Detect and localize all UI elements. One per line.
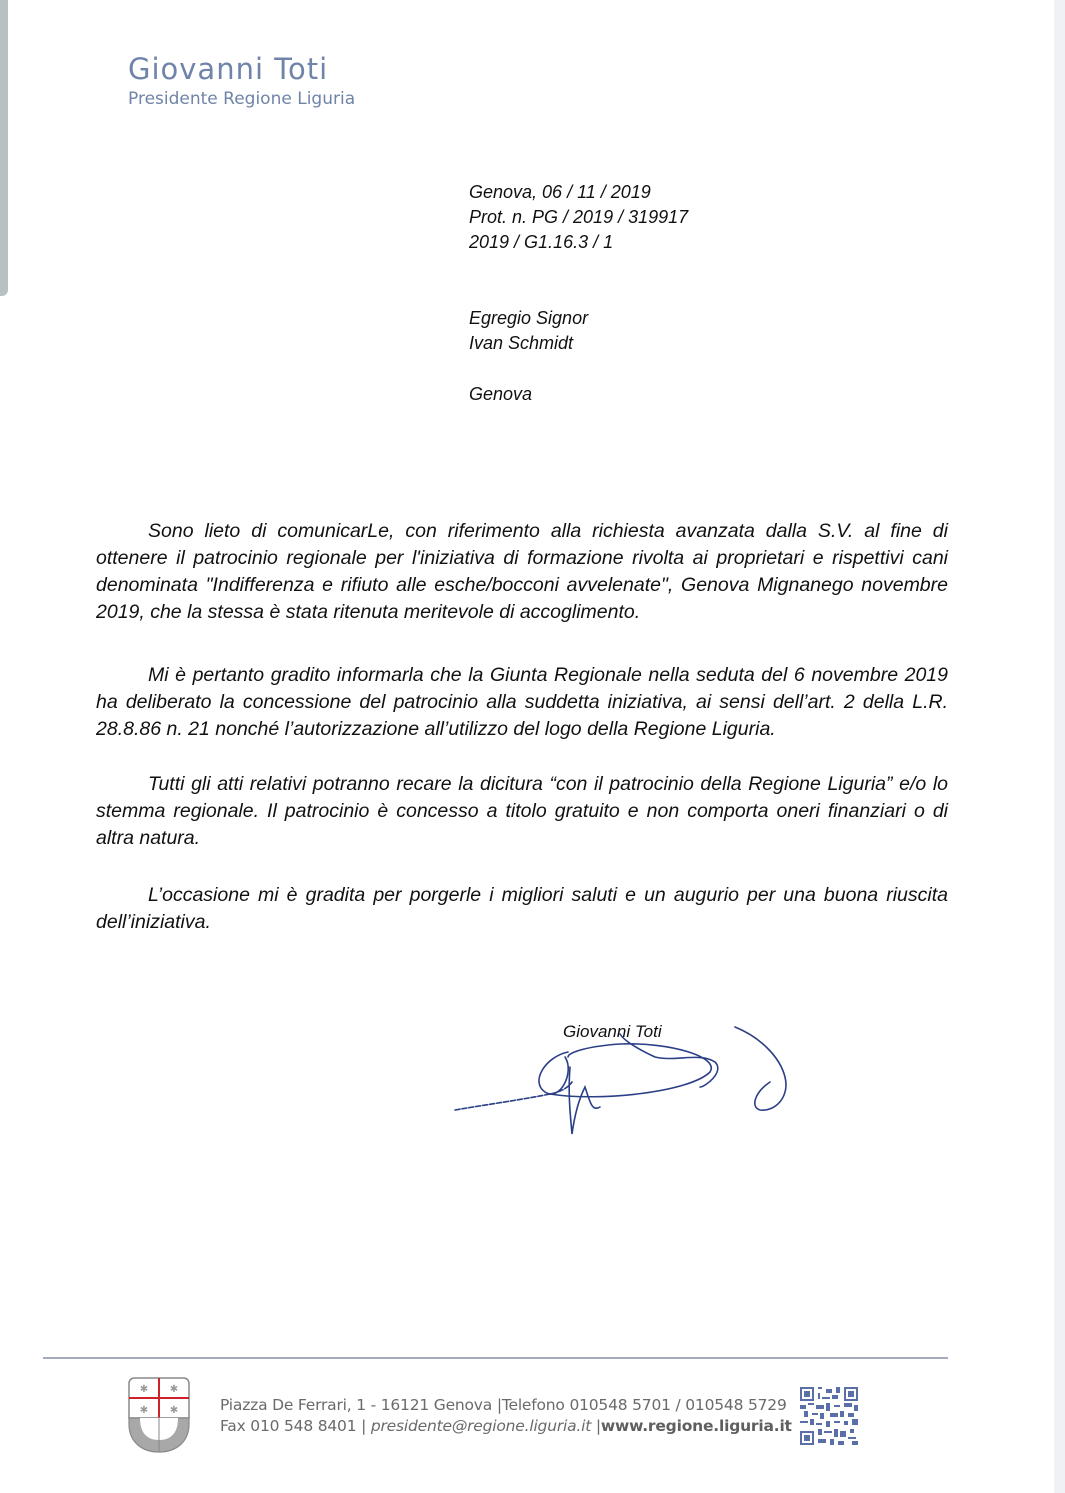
- recipient-city: Genova: [469, 384, 533, 404]
- svg-text:✱: ✱: [169, 1405, 179, 1416]
- paragraph-3-text: Tutti gli atti relativi potranno recare la dicitura “con il patrocinio della Regione Liguria” e/o lo stemma regionale. Il patrocinio è concesso a titolo gratuito e non comporta oneri finanziari o di altra natura.: [96, 773, 948, 849]
- recipient-salutation: Egregio Signor: [469, 308, 589, 328]
- paragraph-4-text: L’occasione mi è gradita per porgerle i migliori saluti e un augurio per una buona riuscita dell’iniziativa.: [96, 884, 948, 933]
- protocol-line: Prot. n. PG / 2019 / 319917: [469, 207, 689, 227]
- paragraph-1: [96, 518, 948, 626]
- footer-separator: |: [361, 1417, 367, 1435]
- svg-text:✱: ✱: [139, 1405, 149, 1416]
- qr-code-icon: [800, 1387, 858, 1445]
- footer-phone: Telefono 010548 5701 / 010548 5729: [501, 1396, 787, 1414]
- footer-divider: [43, 1357, 948, 1359]
- paragraph-4: [96, 882, 948, 936]
- letterhead-name: Giovanni Toti: [128, 52, 329, 86]
- letterhead-role: Presidente Regione Liguria: [128, 89, 356, 109]
- recipient-name: Ivan Schmidt: [469, 333, 574, 353]
- footer-fax: Fax 010 548 8401: [220, 1417, 357, 1435]
- coat-of-arms-icon: [126, 1376, 192, 1454]
- page-margin-strip: [1054, 0, 1065, 1493]
- scrollbar[interactable]: [0, 0, 8, 296]
- paragraph-3: [96, 771, 948, 852]
- footer-email[interactable]: presidente@regione.liguria.it: [370, 1417, 592, 1435]
- classification-line: 2019 / G1.16.3 / 1: [469, 232, 614, 252]
- footer-website[interactable]: www.regione.liguria.it: [600, 1417, 792, 1435]
- footer-separator: |: [595, 1417, 601, 1435]
- paragraph-2: [96, 662, 948, 743]
- footer-line-1: [220, 1396, 787, 1414]
- svg-text:✱: ✱: [169, 1384, 179, 1395]
- date-line: Genova, 06 / 11 / 2019: [469, 182, 651, 202]
- footer-address: Piazza De Ferrari, 1 - 16121 Genova: [220, 1396, 493, 1414]
- footer-line-2: [220, 1417, 792, 1435]
- svg-text:✱: ✱: [139, 1384, 149, 1395]
- footer-separator: |: [496, 1396, 502, 1414]
- signature-printed-name: Giovanni Toti: [563, 1022, 662, 1041]
- paragraph-2-text: Mi è pertanto gradito informarla che la Giunta Regionale nella seduta del 6 novembre 2019 ha deliberato la concessione del patrocinio alla suddetta iniziativa, ai sensi dell’art. 2 della L.R. 28.8.86 n. 21 nonché l’autorizzazione all’utilizzo del logo della Regione Liguria.: [96, 664, 948, 740]
- paragraph-1-text: Sono lieto di comunicarLe, con riferimento alla richiesta avanzata dalla S.V. al fine di ottenere il patrocinio regionale per l'iniziativa di formazione rivolta ai proprietari e rispettivi cani denominata "Indifferenza e rifiuto alle esche/bocconi avvelenate", Genova Mignanego novembre 2019, che la stessa è stata ritenuta meritevole di accoglimento.: [96, 520, 948, 623]
